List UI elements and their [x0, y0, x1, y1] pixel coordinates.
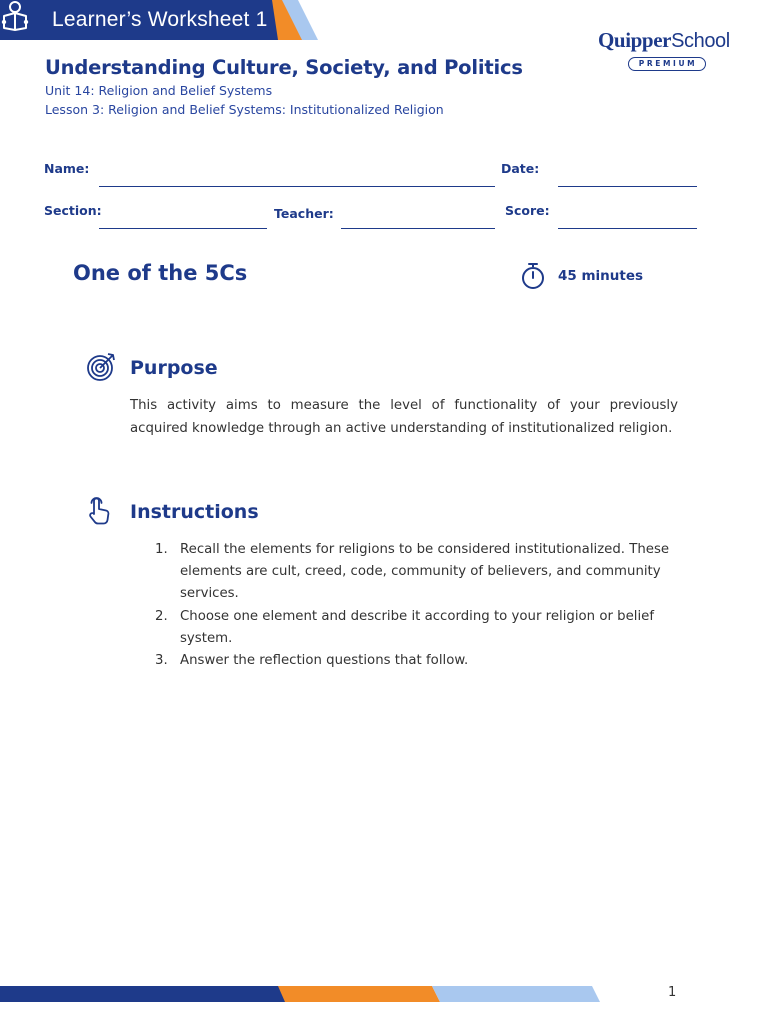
name-field[interactable]: [99, 186, 495, 187]
section-label: Section:: [44, 203, 102, 218]
date-field[interactable]: [558, 186, 697, 187]
pointing-hand-icon: [84, 494, 116, 526]
footer-bar: [0, 986, 620, 1002]
name-label: Name:: [44, 161, 90, 176]
page-number: 1: [668, 985, 677, 1000]
logo-word-bold: Quipper: [598, 28, 672, 52]
list-item-number: 3.: [155, 653, 168, 669]
purpose-text: This activity aims to measure the level of functionality of your previously acquired knowledge through an active understanding of institutionalized religion.: [130, 398, 678, 436]
premium-badge: PREMIUM: [628, 57, 706, 71]
list-item-number: 1.: [155, 542, 168, 557]
target-icon: [86, 351, 118, 383]
header-banner: [0, 0, 320, 40]
logo-wordmark: [598, 28, 730, 53]
teacher-label: Teacher:: [274, 206, 334, 221]
instructions-list: [155, 539, 675, 672]
list-item-number: 2.: [155, 608, 168, 624]
learner-reading-icon: [0, 0, 30, 32]
duration-label: 45 minutes: [558, 268, 644, 284]
list-item-text: Answer the reflection questions that follow.: [180, 653, 469, 669]
activity-title: One of the 5Cs: [73, 261, 248, 285]
list-item: [155, 650, 675, 672]
score-field[interactable]: [558, 228, 697, 229]
date-label: Date:: [501, 161, 540, 176]
lesson-subtitle: Lesson 3: Religion and Belief Systems: Institutionalized Religion: [45, 102, 444, 117]
score-label: Score:: [505, 203, 550, 218]
worksheet-title: Learner’s Worksheet 1: [52, 8, 268, 31]
course-title: Understanding Culture, Society, and Politics: [45, 56, 523, 79]
list-item-text: Choose one element and describe it according to your religion or belief system.: [180, 608, 655, 646]
list-item: [155, 606, 675, 650]
unit-subtitle: Unit 14: Religion and Belief Systems: [45, 83, 273, 98]
logo-word-light: School: [671, 30, 730, 52]
section-field[interactable]: [99, 228, 267, 229]
stopwatch-icon: [521, 262, 545, 290]
list-item-text: Recall the elements for religions to be considered institutionalized. These elements are cult, creed, code, community of believers, and community services.: [180, 542, 670, 602]
teacher-field[interactable]: [341, 228, 495, 229]
list-item: [155, 539, 675, 606]
instructions-heading: Instructions: [130, 501, 259, 523]
purpose-heading: Purpose: [130, 357, 218, 379]
quipper-school-logo: [598, 28, 740, 74]
